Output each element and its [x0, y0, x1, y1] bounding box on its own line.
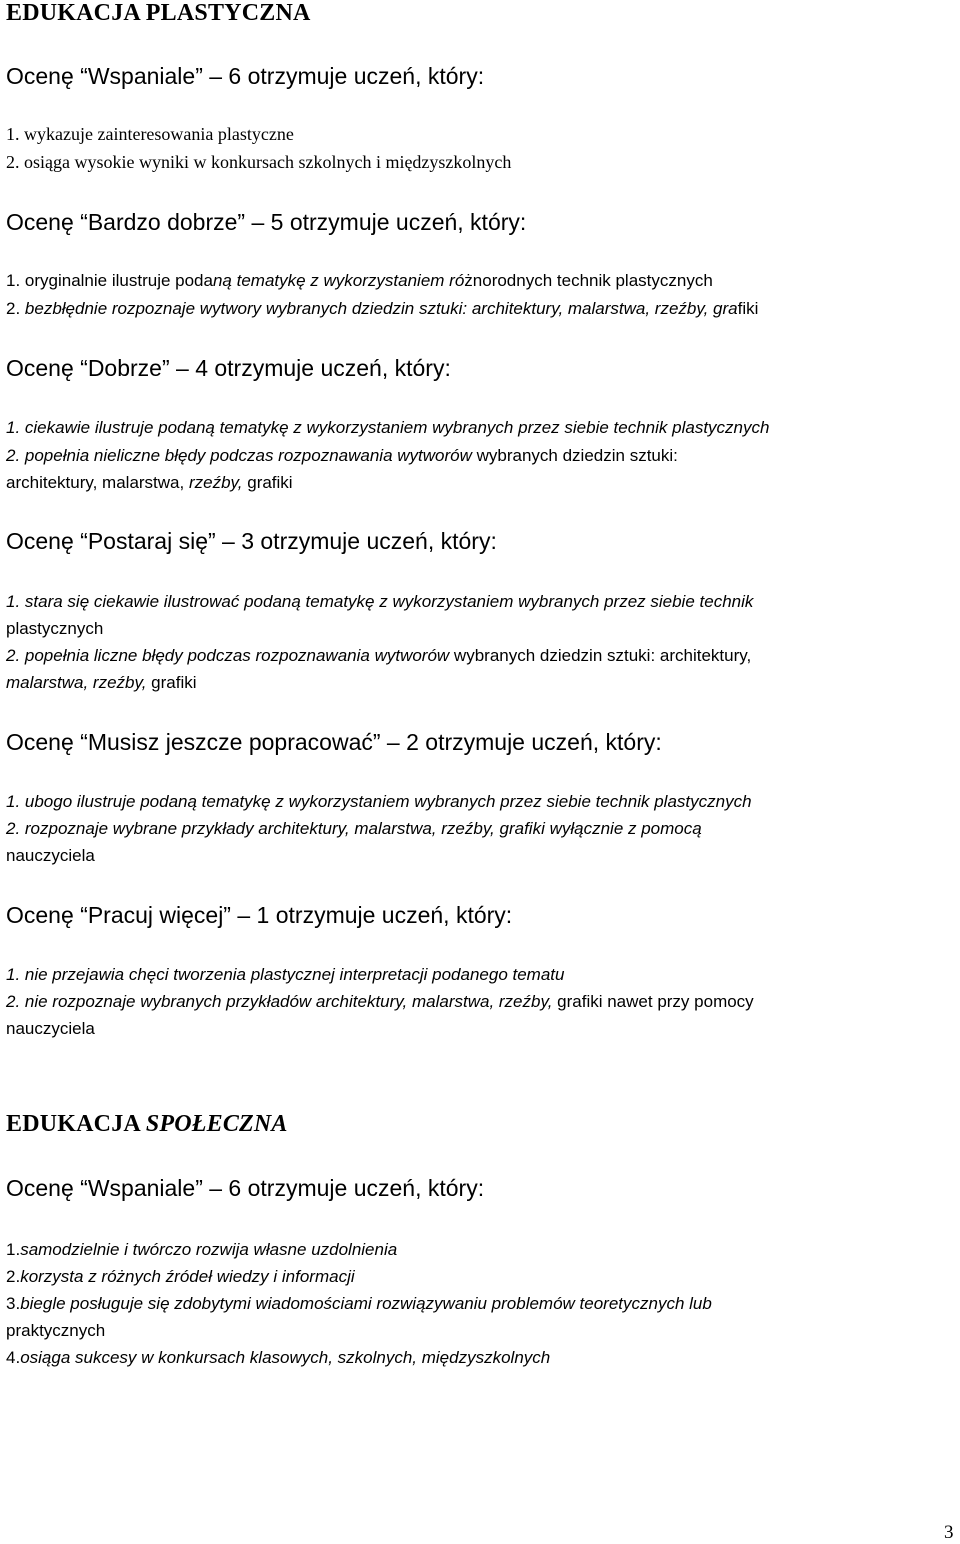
list-item: [6, 1236, 397, 1263]
text-run: architektury, malarstwa,: [6, 473, 189, 492]
text-run: samodzielnie i twórczo rozwija własne uzdolnienia: [20, 1240, 398, 1259]
list-item: [6, 267, 713, 294]
text-run: fiki: [737, 299, 759, 318]
list-item: [6, 442, 678, 469]
grade-heading: Ocenę “Pracuj więcej” – 1 otrzymuje uczeń, który:: [6, 902, 513, 928]
list-item: 2. rozpoznaje wybrane przykłady architektury, malarstwa, rzeźby, grafiki wyłącznie z pomocą: [6, 819, 702, 838]
text-run: 1.: [6, 1240, 21, 1259]
text-run: 2.: [6, 299, 25, 318]
grade-heading: Ocenę “Musisz jeszcze popracować” – 2 otrzymuje uczeń, który:: [6, 729, 662, 755]
text-run: EDUKACJA: [6, 1111, 146, 1137]
text-run: biegle posługuje się zdobytymi wiadomościami rozwiązywaniu problemów teoretycznych lub: [20, 1294, 712, 1313]
grade-heading: Ocenę “Wspaniale” – 6 otrzymuje uczeń, który:: [6, 63, 485, 89]
list-item: 1. wykazuje zainteresowania plastyczne: [6, 124, 294, 144]
list-item: [6, 1344, 550, 1371]
text-run: 2. popełnia nieliczne błędy podczas rozpoznawania wytworów: [6, 446, 472, 465]
grade-heading: Ocenę “Dobrze” – 4 otrzymuje uczeń, który:: [6, 355, 451, 381]
list-item: [6, 642, 751, 669]
list-item: 1. nie przejawia chęci tworzenia plastycznej interpretacji podanego tematu: [6, 965, 565, 984]
text-run: 4.: [6, 1348, 21, 1367]
page-number: 3: [944, 1522, 954, 1543]
text-run: osiąga sukcesy w konkursach klasowych, szkolnych, międzyszkolnych: [20, 1348, 551, 1367]
text-run: ną tematykę z wykorzystaniem ró: [212, 271, 465, 290]
grade-heading: Ocenę “Postaraj się” – 3 otrzymuje uczeń, który:: [6, 528, 497, 554]
list-item: 1. ubogo ilustruje podaną tematykę z wykorzystaniem wybranych przez siebie technik plastycznych: [6, 792, 752, 811]
list-item: [6, 1290, 712, 1317]
text-run: wybranych dziedzin sztuki:: [471, 446, 678, 465]
text-run: bezbłędnie rozpoznaje wytwory wybranych dziedzin sztuki: architektury, malarstwa, rzeźby, gra: [24, 299, 738, 318]
text-run: rzeźby,: [188, 473, 243, 492]
list-item: plastycznych: [6, 619, 104, 638]
list-item: nauczyciela: [6, 1019, 95, 1038]
text-run: korzysta z różnych źródeł wiedzy i informacji: [20, 1267, 355, 1286]
grade-heading: Ocenę “Bardzo dobrze” – 5 otrzymuje uczeń, który:: [6, 209, 527, 235]
text-run: SPOŁECZNA: [145, 1111, 288, 1137]
section-title-spoleczna: [6, 1111, 288, 1138]
list-item: 1. stara się ciekawie ilustrować podaną tematykę z wykorzystaniem wybranych przez siebie technik: [6, 592, 754, 611]
text-run: grafiki nawet przy pomocy: [552, 992, 754, 1011]
list-item: [6, 988, 754, 1015]
list-item: [6, 469, 293, 496]
text-run: 2.: [6, 1267, 21, 1286]
text-run: wybranych dziedzin sztuki: architektury,: [449, 646, 752, 665]
grade-heading: Ocenę “Wspaniale” – 6 otrzymuje uczeń, który:: [6, 1175, 485, 1201]
list-item: [6, 669, 197, 696]
text-run: malarstwa, rzeźby,: [6, 673, 147, 692]
list-item: praktycznych: [6, 1321, 106, 1340]
list-item: 1. ciekawie ilustruje podaną tematykę z wykorzystaniem wybranych przez siebie technik plastycznych: [6, 418, 770, 437]
text-run: 2. nie rozpoznaje wybranych przykładów architektury, malarstwa, rzeźby,: [6, 992, 553, 1011]
list-item: nauczyciela: [6, 846, 95, 865]
text-run: grafiki: [146, 673, 197, 692]
list-item: 2. osiąga wysokie wyniki w konkursach szkolnych i międzyszkolnych: [6, 152, 512, 172]
text-run: żnorodnych technik plastycznych: [464, 271, 713, 290]
section-title-plastyczna: EDUKACJA PLASTYCZNA: [6, 0, 311, 26]
text-run: 1. oryginalnie ilustruje poda: [6, 271, 213, 290]
text-run: 2. popełnia liczne błędy podczas rozpoznawania wytworów: [6, 646, 450, 665]
text-run: grafiki: [242, 473, 293, 492]
list-item: [6, 295, 758, 322]
list-item: [6, 1263, 355, 1290]
text-run: 3.: [6, 1294, 21, 1313]
